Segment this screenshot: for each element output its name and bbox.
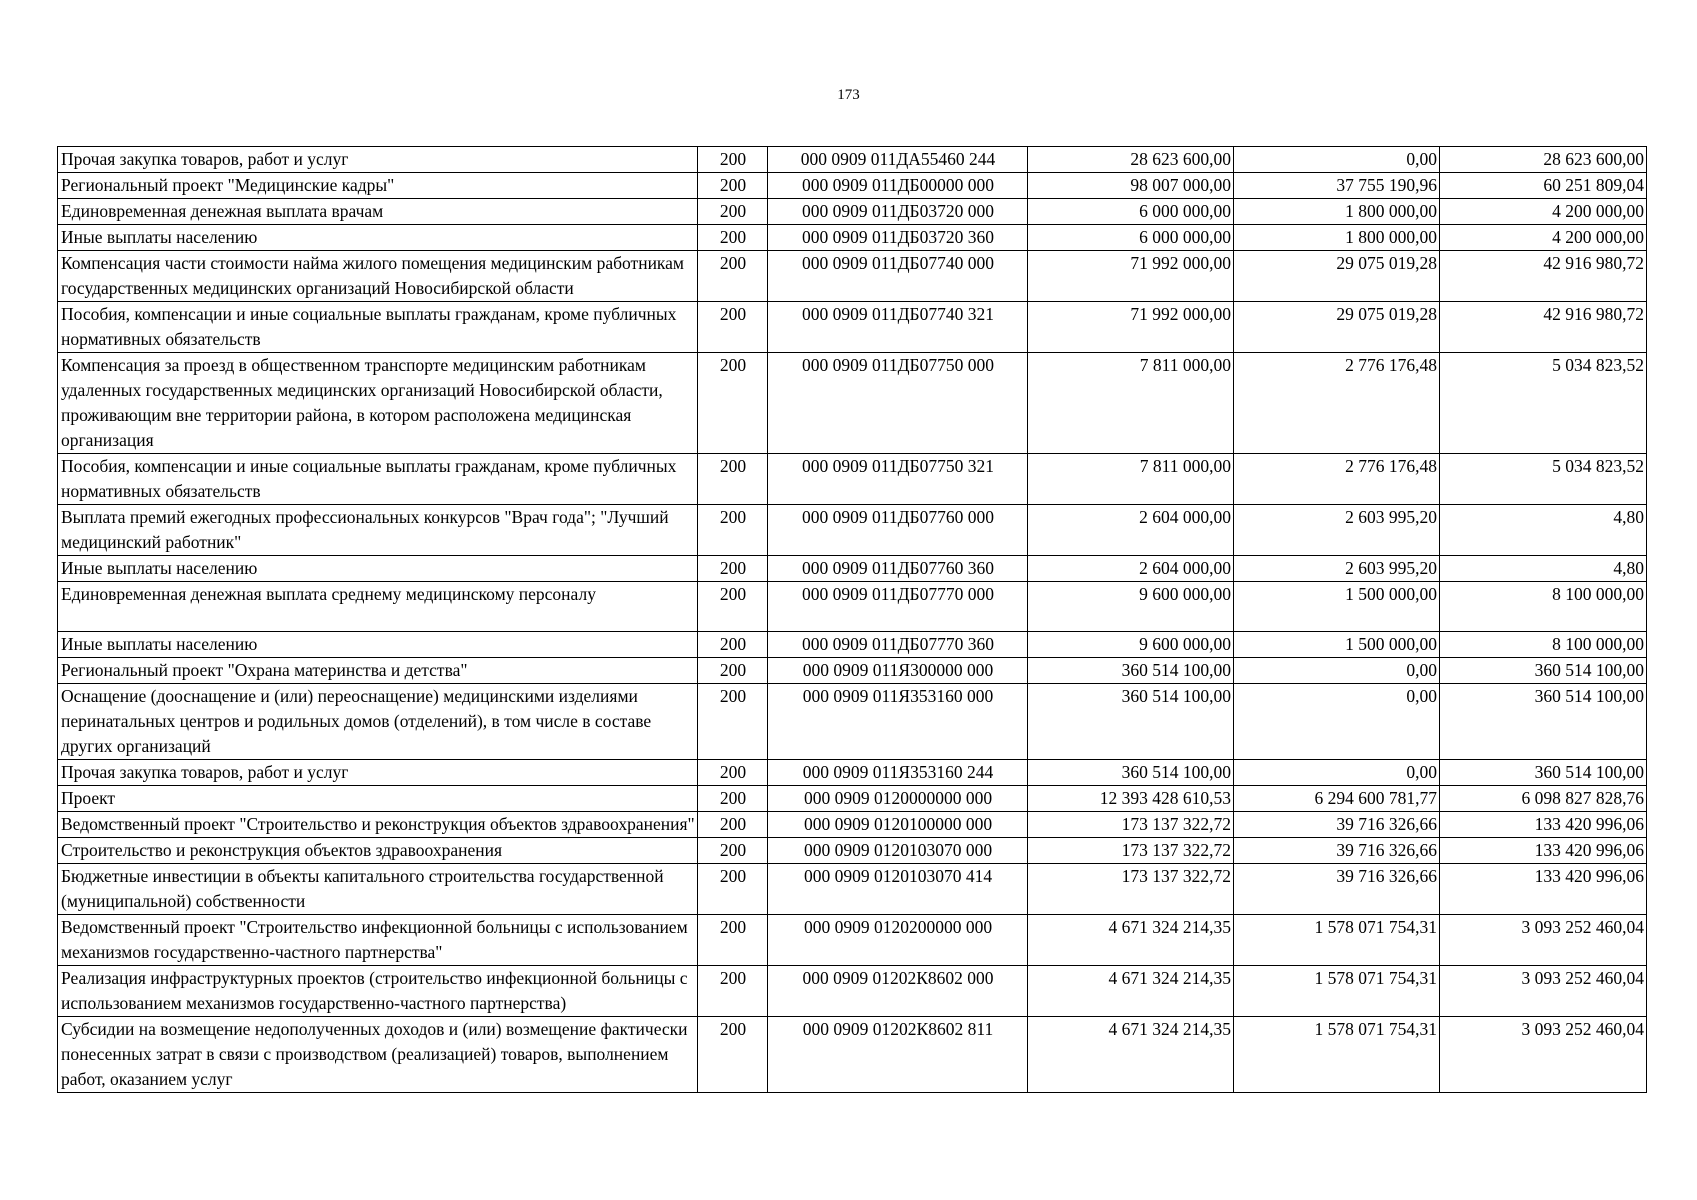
row-classification: 000 0909 011ДБ07770 360 (768, 632, 1028, 658)
row-approved: 6 000 000,00 (1028, 225, 1234, 251)
row-remaining: 133 420 996,06 (1440, 812, 1647, 838)
row-name: Прочая закупка товаров, работ и услуг (58, 147, 698, 173)
row-code: 200 (698, 147, 768, 173)
table-row (58, 454, 1647, 505)
row-approved: 7 811 000,00 (1028, 454, 1234, 505)
row-name: Оснащение (дооснащение и (или) переоснащение) медицинскими изделиями перинатальных центров и родильных домов (отделений), в том числе в составе других организаций (58, 684, 698, 760)
row-remaining: 5 034 823,52 (1440, 454, 1647, 505)
row-remaining: 4 200 000,00 (1440, 225, 1647, 251)
row-classification: 000 0909 0120100000 000 (768, 812, 1028, 838)
row-executed: 0,00 (1234, 760, 1440, 786)
row-classification: 000 0909 011ДА55460 244 (768, 147, 1028, 173)
row-classification: 000 0909 011ДБ07760 360 (768, 556, 1028, 582)
row-classification: 000 0909 011ДБ03720 000 (768, 199, 1028, 225)
row-code: 200 (698, 658, 768, 684)
row-name: Пособия, компенсации и иные социальные выплаты гражданам, кроме публичных нормативных обязательств (58, 454, 698, 505)
row-classification: 000 0909 0120200000 000 (768, 915, 1028, 966)
row-name: Реализация инфраструктурных проектов (строительство инфекционной больницы с использованием механизмов государственно-частного партнерства) (58, 966, 698, 1017)
row-executed: 6 294 600 781,77 (1234, 786, 1440, 812)
row-code: 200 (698, 505, 768, 556)
row-remaining: 360 514 100,00 (1440, 760, 1647, 786)
row-name: Выплата премий ежегодных профессиональных конкурсов "Врач года"; "Лучший медицинский работник" (58, 505, 698, 556)
table-row (58, 173, 1647, 199)
row-executed: 1 500 000,00 (1234, 582, 1440, 632)
table-row (58, 147, 1647, 173)
row-executed: 2 776 176,48 (1234, 353, 1440, 454)
row-name: Проект (58, 786, 698, 812)
row-approved: 2 604 000,00 (1028, 505, 1234, 556)
row-name: Ведомственный проект "Строительство и реконструкция объектов здравоохранения" (58, 812, 698, 838)
row-name: Ведомственный проект "Строительство инфекционной больницы с использованием механизмов государственно-частного партнерства" (58, 915, 698, 966)
row-code: 200 (698, 966, 768, 1017)
row-code: 200 (698, 915, 768, 966)
row-name: Иные выплаты населению (58, 556, 698, 582)
row-executed: 2 603 995,20 (1234, 505, 1440, 556)
row-code: 200 (698, 838, 768, 864)
row-name: Пособия, компенсации и иные социальные выплаты гражданам, кроме публичных нормативных обязательств (58, 302, 698, 353)
row-remaining: 8 100 000,00 (1440, 582, 1647, 632)
row-remaining: 60 251 809,04 (1440, 173, 1647, 199)
row-name: Компенсация за проезд в общественном транспорте медицинским работникам удаленных государственных медицинских организаций Новосибирской области, проживающим вне территории района, в котором расположена медицинская организация (58, 353, 698, 454)
row-code: 200 (698, 173, 768, 199)
row-code: 200 (698, 684, 768, 760)
table-row (58, 864, 1647, 915)
row-code: 200 (698, 760, 768, 786)
row-remaining: 4,80 (1440, 505, 1647, 556)
row-executed: 1 800 000,00 (1234, 225, 1440, 251)
row-classification: 000 0909 011ДБ07760 000 (768, 505, 1028, 556)
table-body (58, 147, 1647, 1093)
row-name: Бюджетные инвестиции в объекты капитального строительства государственной (муниципальной) собственности (58, 864, 698, 915)
row-code: 200 (698, 812, 768, 838)
table-row (58, 632, 1647, 658)
row-code: 200 (698, 251, 768, 302)
row-remaining: 42 916 980,72 (1440, 302, 1647, 353)
row-executed: 1 500 000,00 (1234, 632, 1440, 658)
row-approved: 12 393 428 610,53 (1028, 786, 1234, 812)
table-row (58, 812, 1647, 838)
row-code: 200 (698, 864, 768, 915)
row-remaining: 3 093 252 460,04 (1440, 966, 1647, 1017)
row-name: Иные выплаты населению (58, 225, 698, 251)
table-row (58, 505, 1647, 556)
row-executed: 0,00 (1234, 658, 1440, 684)
row-executed: 1 578 071 754,31 (1234, 915, 1440, 966)
row-executed: 2 603 995,20 (1234, 556, 1440, 582)
row-executed: 0,00 (1234, 147, 1440, 173)
table-row (58, 225, 1647, 251)
table-row (58, 251, 1647, 302)
row-remaining: 3 093 252 460,04 (1440, 1017, 1647, 1093)
row-name: Региональный проект "Медицинские кадры" (58, 173, 698, 199)
row-executed: 37 755 190,96 (1234, 173, 1440, 199)
row-remaining: 133 420 996,06 (1440, 838, 1647, 864)
row-executed: 1 578 071 754,31 (1234, 1017, 1440, 1093)
row-executed: 39 716 326,66 (1234, 864, 1440, 915)
row-classification: 000 0909 01202К8602 000 (768, 966, 1028, 1017)
row-classification: 000 0909 011ДБ07750 000 (768, 353, 1028, 454)
row-classification: 000 0909 011Я353160 244 (768, 760, 1028, 786)
row-approved: 360 514 100,00 (1028, 658, 1234, 684)
row-name: Единовременная денежная выплата среднему медицинскому персоналу (58, 582, 698, 632)
table-row (58, 915, 1647, 966)
row-remaining: 28 623 600,00 (1440, 147, 1647, 173)
table-row (58, 582, 1647, 632)
row-approved: 28 623 600,00 (1028, 147, 1234, 173)
row-classification: 000 0909 0120000000 000 (768, 786, 1028, 812)
row-approved: 9 600 000,00 (1028, 632, 1234, 658)
row-executed: 1 800 000,00 (1234, 199, 1440, 225)
table-row (58, 353, 1647, 454)
row-approved: 360 514 100,00 (1028, 684, 1234, 760)
row-classification: 000 0909 011ДБ07740 000 (768, 251, 1028, 302)
row-code: 200 (698, 454, 768, 505)
row-remaining: 5 034 823,52 (1440, 353, 1647, 454)
row-code: 200 (698, 582, 768, 632)
table-row (58, 760, 1647, 786)
table-row (58, 556, 1647, 582)
row-classification: 000 0909 011ДБ07740 321 (768, 302, 1028, 353)
row-approved: 7 811 000,00 (1028, 353, 1234, 454)
row-approved: 6 000 000,00 (1028, 199, 1234, 225)
row-code: 200 (698, 632, 768, 658)
row-name: Единовременная денежная выплата врачам (58, 199, 698, 225)
row-classification: 000 0909 011ДБ00000 000 (768, 173, 1028, 199)
row-approved: 173 137 322,72 (1028, 838, 1234, 864)
row-classification: 000 0909 011ДБ07750 321 (768, 454, 1028, 505)
row-classification: 000 0909 0120103070 414 (768, 864, 1028, 915)
row-executed: 29 075 019,28 (1234, 302, 1440, 353)
row-code: 200 (698, 353, 768, 454)
row-remaining: 360 514 100,00 (1440, 684, 1647, 760)
page-number: 173 (837, 87, 860, 103)
row-name: Региональный проект "Охрана материнства и детства" (58, 658, 698, 684)
row-remaining: 6 098 827 828,76 (1440, 786, 1647, 812)
table-row (58, 1017, 1647, 1093)
row-executed: 1 578 071 754,31 (1234, 966, 1440, 1017)
row-code: 200 (698, 556, 768, 582)
row-remaining: 4,80 (1440, 556, 1647, 582)
row-approved: 4 671 324 214,35 (1028, 915, 1234, 966)
row-name: Иные выплаты населению (58, 632, 698, 658)
row-name: Прочая закупка товаров, работ и услуг (58, 760, 698, 786)
row-executed: 39 716 326,66 (1234, 838, 1440, 864)
row-executed: 0,00 (1234, 684, 1440, 760)
row-approved: 71 992 000,00 (1028, 251, 1234, 302)
budget-execution-table (57, 146, 1647, 1093)
row-approved: 4 671 324 214,35 (1028, 966, 1234, 1017)
row-remaining: 133 420 996,06 (1440, 864, 1647, 915)
table-row (58, 786, 1647, 812)
table-row (58, 302, 1647, 353)
table-row (58, 684, 1647, 760)
table-row (58, 658, 1647, 684)
row-classification: 000 0909 011ДБ03720 360 (768, 225, 1028, 251)
row-remaining: 360 514 100,00 (1440, 658, 1647, 684)
row-classification: 000 0909 0120103070 000 (768, 838, 1028, 864)
row-approved: 9 600 000,00 (1028, 582, 1234, 632)
row-approved: 360 514 100,00 (1028, 760, 1234, 786)
row-classification: 000 0909 011Я300000 000 (768, 658, 1028, 684)
row-name: Компенсация части стоимости найма жилого помещения медицинским работникам государственных медицинских организаций Новосибирской области (58, 251, 698, 302)
row-approved: 4 671 324 214,35 (1028, 1017, 1234, 1093)
row-code: 200 (698, 786, 768, 812)
row-approved: 173 137 322,72 (1028, 812, 1234, 838)
table-row (58, 838, 1647, 864)
row-code: 200 (698, 199, 768, 225)
table-row (58, 966, 1647, 1017)
row-classification: 000 0909 01202К8602 811 (768, 1017, 1028, 1093)
row-executed: 29 075 019,28 (1234, 251, 1440, 302)
table-row (58, 199, 1647, 225)
row-code: 200 (698, 225, 768, 251)
row-classification: 000 0909 011Я353160 000 (768, 684, 1028, 760)
row-code: 200 (698, 1017, 768, 1093)
row-remaining: 3 093 252 460,04 (1440, 915, 1647, 966)
row-remaining: 4 200 000,00 (1440, 199, 1647, 225)
row-name: Строительство и реконструкция объектов здравоохранения (58, 838, 698, 864)
row-approved: 98 007 000,00 (1028, 173, 1234, 199)
row-name: Субсидии на возмещение недополученных доходов и (или) возмещение фактически понесенных затрат в связи с производством (реализацией) товаров, выполнением работ, оказанием услуг (58, 1017, 698, 1093)
row-approved: 173 137 322,72 (1028, 864, 1234, 915)
row-remaining: 8 100 000,00 (1440, 632, 1647, 658)
row-executed: 2 776 176,48 (1234, 454, 1440, 505)
row-classification: 000 0909 011ДБ07770 000 (768, 582, 1028, 632)
row-executed: 39 716 326,66 (1234, 812, 1440, 838)
row-code: 200 (698, 302, 768, 353)
row-approved: 2 604 000,00 (1028, 556, 1234, 582)
row-remaining: 42 916 980,72 (1440, 251, 1647, 302)
row-approved: 71 992 000,00 (1028, 302, 1234, 353)
